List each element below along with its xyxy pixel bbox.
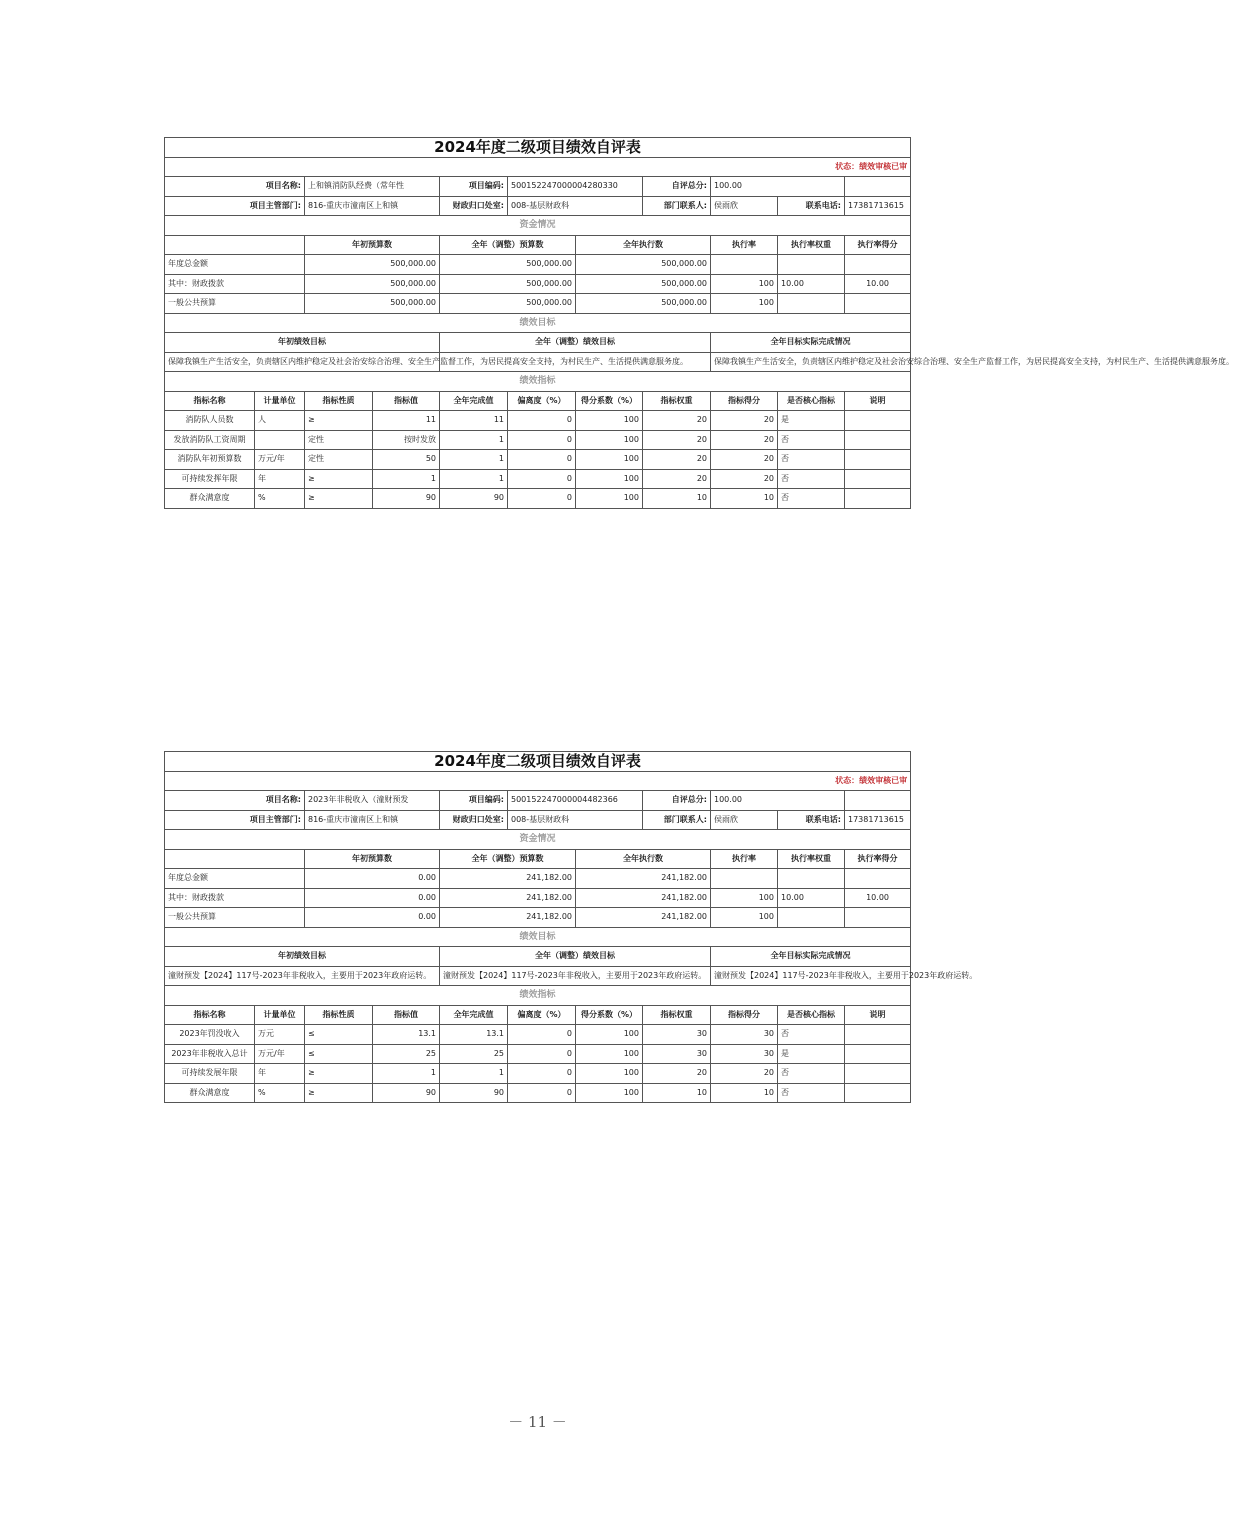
indicator-actual: 25 bbox=[440, 1044, 508, 1064]
fund-weight bbox=[778, 869, 845, 889]
fund-score bbox=[845, 908, 911, 928]
indicator-unit: 年 bbox=[255, 1064, 305, 1084]
indicator-core: 否 bbox=[778, 1025, 845, 1045]
indicator-unit: 万元/年 bbox=[255, 1044, 305, 1064]
goals-section-heading: 绩效目标 bbox=[165, 313, 911, 333]
indicator-score: 10 bbox=[711, 1083, 778, 1103]
indicator-name: 群众满意度 bbox=[165, 489, 255, 509]
indicator-row bbox=[165, 430, 911, 450]
indicator-row bbox=[165, 411, 911, 431]
indicator-target: 1 bbox=[373, 1064, 440, 1084]
fund-row-label: 年度总金额 bbox=[165, 869, 305, 889]
fund-row bbox=[165, 294, 911, 314]
fund-row bbox=[165, 908, 911, 928]
indicator-header: 偏离度（%） bbox=[508, 1005, 576, 1025]
fund-row bbox=[165, 255, 911, 275]
indicator-nature: ≥ bbox=[305, 411, 373, 431]
indicator-score: 20 bbox=[711, 411, 778, 431]
phone-value: 17381713615 bbox=[845, 810, 911, 830]
indicator-actual: 13.1 bbox=[440, 1025, 508, 1045]
fund-rate: 100 bbox=[711, 908, 778, 928]
fund-header: 执行率 bbox=[711, 849, 778, 869]
goal-initial-text: 潼财预发【2024】117号-2023年非税收入，主要用于2023年政府运转。 bbox=[165, 966, 440, 986]
indicator-row bbox=[165, 450, 911, 470]
fund-executed: 241,182.00 bbox=[576, 908, 711, 928]
project-name-value: 上和镇消防队经费（常年性 bbox=[305, 177, 440, 197]
phone-value: 17381713615 bbox=[845, 196, 911, 216]
fund-adjusted: 500,000.00 bbox=[440, 255, 576, 275]
indicator-target: 1 bbox=[373, 469, 440, 489]
fund-header: 全年执行数 bbox=[576, 235, 711, 255]
self-score-label: 自评总分: bbox=[643, 791, 711, 811]
indicator-unit: % bbox=[255, 1083, 305, 1103]
indicator-header: 指标得分 bbox=[711, 1005, 778, 1025]
indicator-core: 否 bbox=[778, 489, 845, 509]
indicator-weight: 20 bbox=[643, 1064, 711, 1084]
fund-header: 全年执行数 bbox=[576, 849, 711, 869]
indicator-header: 指标值 bbox=[373, 1005, 440, 1025]
indicator-name: 群众满意度 bbox=[165, 1083, 255, 1103]
indicator-row bbox=[165, 1083, 911, 1103]
fund-executed: 500,000.00 bbox=[576, 274, 711, 294]
indicator-header: 是否核心指标 bbox=[778, 391, 845, 411]
self-score-label: 自评总分: bbox=[643, 177, 711, 197]
fund-initial: 500,000.00 bbox=[305, 274, 440, 294]
indicator-coefficient: 100 bbox=[576, 430, 643, 450]
indicator-nature: ≥ bbox=[305, 1083, 373, 1103]
fund-initial: 0.00 bbox=[305, 908, 440, 928]
indicator-actual: 1 bbox=[440, 450, 508, 470]
indicator-header: 指标性质 bbox=[305, 1005, 373, 1025]
dept-contact-value: 侯雨欣 bbox=[711, 810, 778, 830]
indicator-core: 否 bbox=[778, 430, 845, 450]
indicator-deviation: 0 bbox=[508, 469, 576, 489]
indicator-core: 否 bbox=[778, 469, 845, 489]
indicator-header: 指标权重 bbox=[643, 391, 711, 411]
evaluation-form-1 bbox=[164, 137, 1234, 509]
fund-adjusted: 241,182.00 bbox=[440, 908, 576, 928]
indicator-header: 指标性质 bbox=[305, 391, 373, 411]
indicator-note bbox=[845, 1025, 911, 1045]
indicator-weight: 20 bbox=[643, 450, 711, 470]
dept-contact-label: 部门联系人: bbox=[643, 196, 711, 216]
indicators-section-heading: 绩效指标 bbox=[165, 372, 911, 392]
fund-weight bbox=[778, 255, 845, 275]
indicator-row bbox=[165, 1044, 911, 1064]
indicator-nature: ≤ bbox=[305, 1025, 373, 1045]
indicator-name: 发放消防队工资周期 bbox=[165, 430, 255, 450]
indicator-header: 说明 bbox=[845, 391, 911, 411]
indicator-deviation: 0 bbox=[508, 411, 576, 431]
indicator-actual: 90 bbox=[440, 489, 508, 509]
fund-row-label: 年度总金额 bbox=[165, 255, 305, 275]
indicator-nature: ≥ bbox=[305, 1064, 373, 1084]
indicator-note bbox=[845, 1064, 911, 1084]
fund-header: 执行率权重 bbox=[778, 235, 845, 255]
fund-score bbox=[845, 255, 911, 275]
blank-cell bbox=[165, 849, 305, 869]
indicator-core: 是 bbox=[778, 411, 845, 431]
fund-header: 执行率得分 bbox=[845, 849, 911, 869]
fund-initial: 500,000.00 bbox=[305, 255, 440, 275]
indicator-coefficient: 100 bbox=[576, 1064, 643, 1084]
indicator-unit bbox=[255, 430, 305, 450]
fund-header: 全年（调整）预算数 bbox=[440, 235, 576, 255]
indicator-row bbox=[165, 469, 911, 489]
fund-header: 执行率 bbox=[711, 235, 778, 255]
goal-adjusted-text: 潼财预发【2024】117号-2023年非税收入，主要用于2023年政府运转。 bbox=[440, 966, 711, 986]
fund-weight bbox=[778, 294, 845, 314]
fund-executed: 241,182.00 bbox=[576, 888, 711, 908]
fund-rate: 100 bbox=[711, 888, 778, 908]
indicator-name: 2023年罚没收入 bbox=[165, 1025, 255, 1045]
indicator-deviation: 0 bbox=[508, 430, 576, 450]
project-code-label: 项目编码: bbox=[440, 791, 508, 811]
indicator-target: 90 bbox=[373, 489, 440, 509]
fund-initial: 500,000.00 bbox=[305, 294, 440, 314]
goal-initial-text: 保障我镇生产生活安全，负责辖区内维护稳定及社会治安综合治理、安全生产监督工作，为居民提高安全支持，为村民生产、生活提供满意服务度。 bbox=[165, 352, 440, 372]
fund-score: 10.00 bbox=[845, 274, 911, 294]
indicator-score: 10 bbox=[711, 489, 778, 509]
funds-section-heading: 资金情况 bbox=[165, 216, 911, 236]
indicator-coefficient: 100 bbox=[576, 1083, 643, 1103]
indicator-coefficient: 100 bbox=[576, 489, 643, 509]
fund-row-label: 一般公共预算 bbox=[165, 294, 305, 314]
indicator-header: 指标名称 bbox=[165, 1005, 255, 1025]
indicator-nature: ≥ bbox=[305, 489, 373, 509]
indicator-actual: 1 bbox=[440, 430, 508, 450]
status-text: 状态：绩效审核已审 bbox=[165, 771, 911, 791]
indicator-actual: 1 bbox=[440, 1064, 508, 1084]
goal-header-adjusted: 全年（调整）绩效目标 bbox=[440, 333, 711, 353]
fund-weight: 10.00 bbox=[778, 274, 845, 294]
fund-adjusted: 500,000.00 bbox=[440, 294, 576, 314]
fund-rate bbox=[711, 869, 778, 889]
indicator-core: 否 bbox=[778, 1083, 845, 1103]
indicator-core: 否 bbox=[778, 450, 845, 470]
fund-adjusted: 241,182.00 bbox=[440, 869, 576, 889]
indicator-coefficient: 100 bbox=[576, 1044, 643, 1064]
fund-header: 年初预算数 bbox=[305, 849, 440, 869]
blank-cell bbox=[165, 235, 305, 255]
dept-contact-value: 侯雨欣 bbox=[711, 196, 778, 216]
evaluation-form-table bbox=[164, 137, 1234, 509]
fund-weight bbox=[778, 908, 845, 928]
fund-score bbox=[845, 869, 911, 889]
fund-executed: 500,000.00 bbox=[576, 294, 711, 314]
indicator-name: 消防队人员数 bbox=[165, 411, 255, 431]
fund-row-label: 一般公共预算 bbox=[165, 908, 305, 928]
blank-cell bbox=[845, 177, 911, 197]
indicator-nature: ≥ bbox=[305, 469, 373, 489]
indicator-weight: 10 bbox=[643, 489, 711, 509]
indicator-deviation: 0 bbox=[508, 489, 576, 509]
indicator-actual: 11 bbox=[440, 411, 508, 431]
indicator-nature: 定性 bbox=[305, 450, 373, 470]
indicator-header: 是否核心指标 bbox=[778, 1005, 845, 1025]
indicator-unit: 万元/年 bbox=[255, 450, 305, 470]
goal-header-actual: 全年目标实际完成情况 bbox=[711, 333, 911, 353]
fund-executed: 241,182.00 bbox=[576, 869, 711, 889]
goal-header-initial: 年初绩效目标 bbox=[165, 947, 440, 967]
indicator-note bbox=[845, 1083, 911, 1103]
indicator-deviation: 0 bbox=[508, 450, 576, 470]
indicator-target: 90 bbox=[373, 1083, 440, 1103]
indicator-weight: 30 bbox=[643, 1044, 711, 1064]
indicator-core: 是 bbox=[778, 1044, 845, 1064]
indicator-target: 11 bbox=[373, 411, 440, 431]
indicator-note bbox=[845, 411, 911, 431]
indicator-name: 2023年非税收入总计 bbox=[165, 1044, 255, 1064]
fund-row-label: 其中：财政拨款 bbox=[165, 274, 305, 294]
fund-header: 执行率权重 bbox=[778, 849, 845, 869]
fund-executed: 500,000.00 bbox=[576, 255, 711, 275]
blank-cell bbox=[845, 791, 911, 811]
indicator-target: 13.1 bbox=[373, 1025, 440, 1045]
fund-adjusted: 500,000.00 bbox=[440, 274, 576, 294]
dept-label: 项目主管部门: bbox=[165, 196, 305, 216]
fund-row bbox=[165, 888, 911, 908]
indicator-unit: 人 bbox=[255, 411, 305, 431]
form-title: 2024年度二级项目绩效自评表 bbox=[165, 138, 911, 158]
dept-contact-label: 部门联系人: bbox=[643, 810, 711, 830]
fund-adjusted: 241,182.00 bbox=[440, 888, 576, 908]
indicator-nature: ≤ bbox=[305, 1044, 373, 1064]
goal-actual-text: 潼财预发【2024】117号-2023年非税收入，主要用于2023年政府运转。 bbox=[711, 966, 911, 986]
indicator-coefficient: 100 bbox=[576, 1025, 643, 1045]
indicator-score: 20 bbox=[711, 1064, 778, 1084]
indicator-coefficient: 100 bbox=[576, 411, 643, 431]
indicator-weight: 20 bbox=[643, 430, 711, 450]
indicator-weight: 20 bbox=[643, 469, 711, 489]
project-name-label: 项目名称: bbox=[165, 177, 305, 197]
indicator-note bbox=[845, 450, 911, 470]
finance-office-label: 财政归口处室: bbox=[440, 196, 508, 216]
indicator-header: 全年完成值 bbox=[440, 391, 508, 411]
indicator-row bbox=[165, 489, 911, 509]
fund-rate bbox=[711, 255, 778, 275]
status-text: 状态：绩效审核已审 bbox=[165, 157, 911, 177]
finance-office-value: 008-基层财政科 bbox=[508, 196, 643, 216]
project-name-value: 2023年非税收入（潼财预发 bbox=[305, 791, 440, 811]
indicator-coefficient: 100 bbox=[576, 469, 643, 489]
indicator-unit: 年 bbox=[255, 469, 305, 489]
fund-initial: 0.00 bbox=[305, 869, 440, 889]
goal-header-adjusted: 全年（调整）绩效目标 bbox=[440, 947, 711, 967]
indicator-weight: 30 bbox=[643, 1025, 711, 1045]
indicator-deviation: 0 bbox=[508, 1025, 576, 1045]
indicator-header: 得分系数（%） bbox=[576, 1005, 643, 1025]
indicator-actual: 1 bbox=[440, 469, 508, 489]
phone-label: 联系电话: bbox=[778, 810, 845, 830]
indicator-weight: 20 bbox=[643, 411, 711, 431]
indicator-note bbox=[845, 489, 911, 509]
fund-score bbox=[845, 294, 911, 314]
fund-rate: 100 bbox=[711, 274, 778, 294]
indicator-deviation: 0 bbox=[508, 1083, 576, 1103]
indicator-header: 指标得分 bbox=[711, 391, 778, 411]
indicator-header: 全年完成值 bbox=[440, 1005, 508, 1025]
indicator-score: 20 bbox=[711, 430, 778, 450]
indicator-unit: 万元 bbox=[255, 1025, 305, 1045]
finance-office-label: 财政归口处室: bbox=[440, 810, 508, 830]
project-code-label: 项目编码: bbox=[440, 177, 508, 197]
project-code-value: 500152247000004482366 bbox=[508, 791, 643, 811]
indicator-name: 消防队年初预算数 bbox=[165, 450, 255, 470]
evaluation-form-table bbox=[164, 751, 978, 1103]
indicator-target: 50 bbox=[373, 450, 440, 470]
self-score-value: 100.00 bbox=[711, 791, 845, 811]
goal-actual-text: 保障我镇生产生活安全，负责辖区内维护稳定及社会治安综合治理、安全生产监督工作，为居民提高安全支持，为村民生产、生活提供满意服务度。 bbox=[711, 352, 911, 372]
indicator-note bbox=[845, 1044, 911, 1064]
fund-weight: 10.00 bbox=[778, 888, 845, 908]
indicator-coefficient: 100 bbox=[576, 450, 643, 470]
fund-initial: 0.00 bbox=[305, 888, 440, 908]
indicator-note bbox=[845, 469, 911, 489]
fund-row bbox=[165, 869, 911, 889]
indicator-header: 指标名称 bbox=[165, 391, 255, 411]
fund-row bbox=[165, 274, 911, 294]
indicator-header: 指标值 bbox=[373, 391, 440, 411]
indicator-header: 计量单位 bbox=[255, 1005, 305, 1025]
indicator-name: 可持续发展年限 bbox=[165, 1064, 255, 1084]
project-name-label: 项目名称: bbox=[165, 791, 305, 811]
dept-value: 816-重庆市潼南区上和镇 bbox=[305, 810, 440, 830]
indicator-score: 20 bbox=[711, 450, 778, 470]
indicators-section-heading: 绩效指标 bbox=[165, 986, 911, 1006]
indicator-row bbox=[165, 1064, 911, 1084]
fund-header: 全年（调整）预算数 bbox=[440, 849, 576, 869]
indicator-deviation: 0 bbox=[508, 1064, 576, 1084]
form-title: 2024年度二级项目绩效自评表 bbox=[165, 752, 911, 772]
indicator-weight: 10 bbox=[643, 1083, 711, 1103]
indicator-header: 得分系数（%） bbox=[576, 391, 643, 411]
indicator-actual: 90 bbox=[440, 1083, 508, 1103]
indicator-header: 偏离度（%） bbox=[508, 391, 576, 411]
fund-row-label: 其中：财政拨款 bbox=[165, 888, 305, 908]
indicator-deviation: 0 bbox=[508, 1044, 576, 1064]
funds-section-heading: 资金情况 bbox=[165, 830, 911, 850]
indicator-header: 指标权重 bbox=[643, 1005, 711, 1025]
indicator-target: 按时发放 bbox=[373, 430, 440, 450]
indicator-row bbox=[165, 1025, 911, 1045]
fund-rate: 100 bbox=[711, 294, 778, 314]
goal-header-initial: 年初绩效目标 bbox=[165, 333, 440, 353]
dept-value: 816-重庆市潼南区上和镇 bbox=[305, 196, 440, 216]
goals-section-heading: 绩效目标 bbox=[165, 927, 911, 947]
fund-header: 执行率得分 bbox=[845, 235, 911, 255]
fund-score: 10.00 bbox=[845, 888, 911, 908]
indicator-header: 说明 bbox=[845, 1005, 911, 1025]
indicator-target: 25 bbox=[373, 1044, 440, 1064]
dept-label: 项目主管部门: bbox=[165, 810, 305, 830]
indicator-name: 可持续发挥年限 bbox=[165, 469, 255, 489]
indicator-header: 计量单位 bbox=[255, 391, 305, 411]
phone-label: 联系电话: bbox=[778, 196, 845, 216]
indicator-score: 30 bbox=[711, 1044, 778, 1064]
finance-office-value: 008-基层财政科 bbox=[508, 810, 643, 830]
self-score-value: 100.00 bbox=[711, 177, 845, 197]
fund-header: 年初预算数 bbox=[305, 235, 440, 255]
indicator-unit: % bbox=[255, 489, 305, 509]
indicator-core: 否 bbox=[778, 1064, 845, 1084]
goal-header-actual: 全年目标实际完成情况 bbox=[711, 947, 911, 967]
indicator-note bbox=[845, 430, 911, 450]
indicator-score: 30 bbox=[711, 1025, 778, 1045]
project-code-value: 500152247000004280330 bbox=[508, 177, 643, 197]
indicator-score: 20 bbox=[711, 469, 778, 489]
page-number: － 11 － bbox=[508, 1413, 567, 1431]
evaluation-form-2 bbox=[164, 751, 978, 1103]
indicator-nature: 定性 bbox=[305, 430, 373, 450]
